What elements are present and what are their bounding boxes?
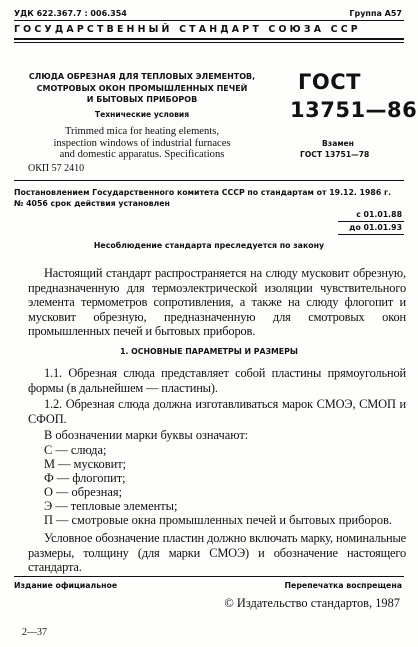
legend-item: Э — тепловые элементы;: [44, 499, 178, 513]
russian-title-line: СМОТРОВЫХ ОКОН ПРОМЫШЛЕННЫХ ПЕЧЕЙ: [36, 83, 248, 93]
footer-rule: [14, 576, 404, 577]
group-code: Группа А57: [349, 9, 402, 18]
gost-label: ГОСТ: [298, 70, 361, 94]
heading-rule-thin: [14, 42, 404, 43]
decree-line: Постановлением Государственного комитета СССР по стандартам от 19.12. 1986 г.: [14, 188, 392, 197]
intro-paragraph: Настоящий стандарт распространяется на слюду мусковит обрезную, предназначенную для термоэлектрической изоляции чувствительного элемента термометров сопротивления, а также на слюду флогопит и мусковит обрезную, предназначенную для смотровых окон промышленных печей и бытовых приборов.: [28, 266, 406, 339]
copyright: © Издательство стандартов, 1987: [224, 596, 400, 610]
legend-intro: В обозначении марки буквы означают:: [44, 428, 249, 442]
valid-from: с 01.01.88: [356, 210, 402, 219]
clause-1-2: 1.2. Обрезная слюда должна изготавливаться марок СМОЭ, СМОП и СФОП.: [28, 397, 406, 426]
legend-item: О — обрезная;: [44, 485, 123, 499]
decree-rule: [14, 180, 404, 181]
russian-subtitle: Технические условия: [94, 110, 190, 119]
state-standard-heading: ГОСУДАРСТВЕННЫЙ СТАНДАРТ СОЮЗА ССР: [14, 24, 361, 35]
udk-code: УДК 622.367.7 : 006.354: [14, 9, 127, 18]
clause-1-1: 1.1. Обрезная слюда представляет собой пластины прямоугольной формы (в дальнейшем — пластины).: [28, 366, 406, 395]
page-code: 2—37: [22, 627, 47, 638]
english-title: [18, 126, 266, 161]
top-rule: [14, 20, 404, 21]
validity-underline: [338, 234, 404, 235]
decree-text: [14, 187, 406, 209]
legend-item: П — смотровые окна промышленных печей и бытовых приборов.: [44, 513, 392, 527]
valid-to: до 01.01.93: [349, 223, 402, 232]
legend-item: М — мусковит;: [44, 457, 127, 471]
english-title-line: and domestic apparatus. Specifications: [59, 149, 225, 160]
replaced-label: Взамен: [322, 139, 354, 148]
reprint-prohibited: Перепечатка воспрещена: [284, 581, 402, 590]
section-title: 1. ОСНОВНЫЕ ПАРАМЕТРЫ И РАЗМЕРЫ: [120, 347, 298, 356]
official-edition: Издание официальное: [14, 581, 118, 590]
english-title-line: Trimmed mica for heating elements,: [64, 126, 220, 137]
heading-rule-thick: [14, 38, 404, 40]
legal-warning: Несоблюдение стандарта преследуется по закону: [93, 241, 325, 250]
russian-title-line: СЛЮДА ОБРЕЗНАЯ ДЛЯ ТЕПЛОВЫХ ЭЛЕМЕНТОВ,: [28, 72, 256, 81]
legend-item: Ф — флогопит;: [44, 471, 126, 485]
okp-code: ОКП 57 2410: [28, 163, 85, 174]
russian-title-line: И БЫТОВЫХ ПРИБОРОВ: [86, 95, 198, 104]
legend-item: С — слюда;: [44, 443, 107, 457]
russian-title: [18, 71, 266, 106]
gost-number: 13751—86: [290, 98, 418, 122]
decree-line: № 4056 срок действия установлен: [14, 199, 170, 209]
replaced-standard: ГОСТ 13751—78: [300, 150, 370, 159]
validity-underline: [338, 221, 404, 222]
english-title-line: inspection windows of industrial furnaces: [53, 137, 231, 149]
designation-paragraph: Условное обозначение пластин должно включать марку, номинальные размеры, толщину (для марки СМОЭ) и обозначение настоящего стандарта.: [28, 531, 406, 575]
